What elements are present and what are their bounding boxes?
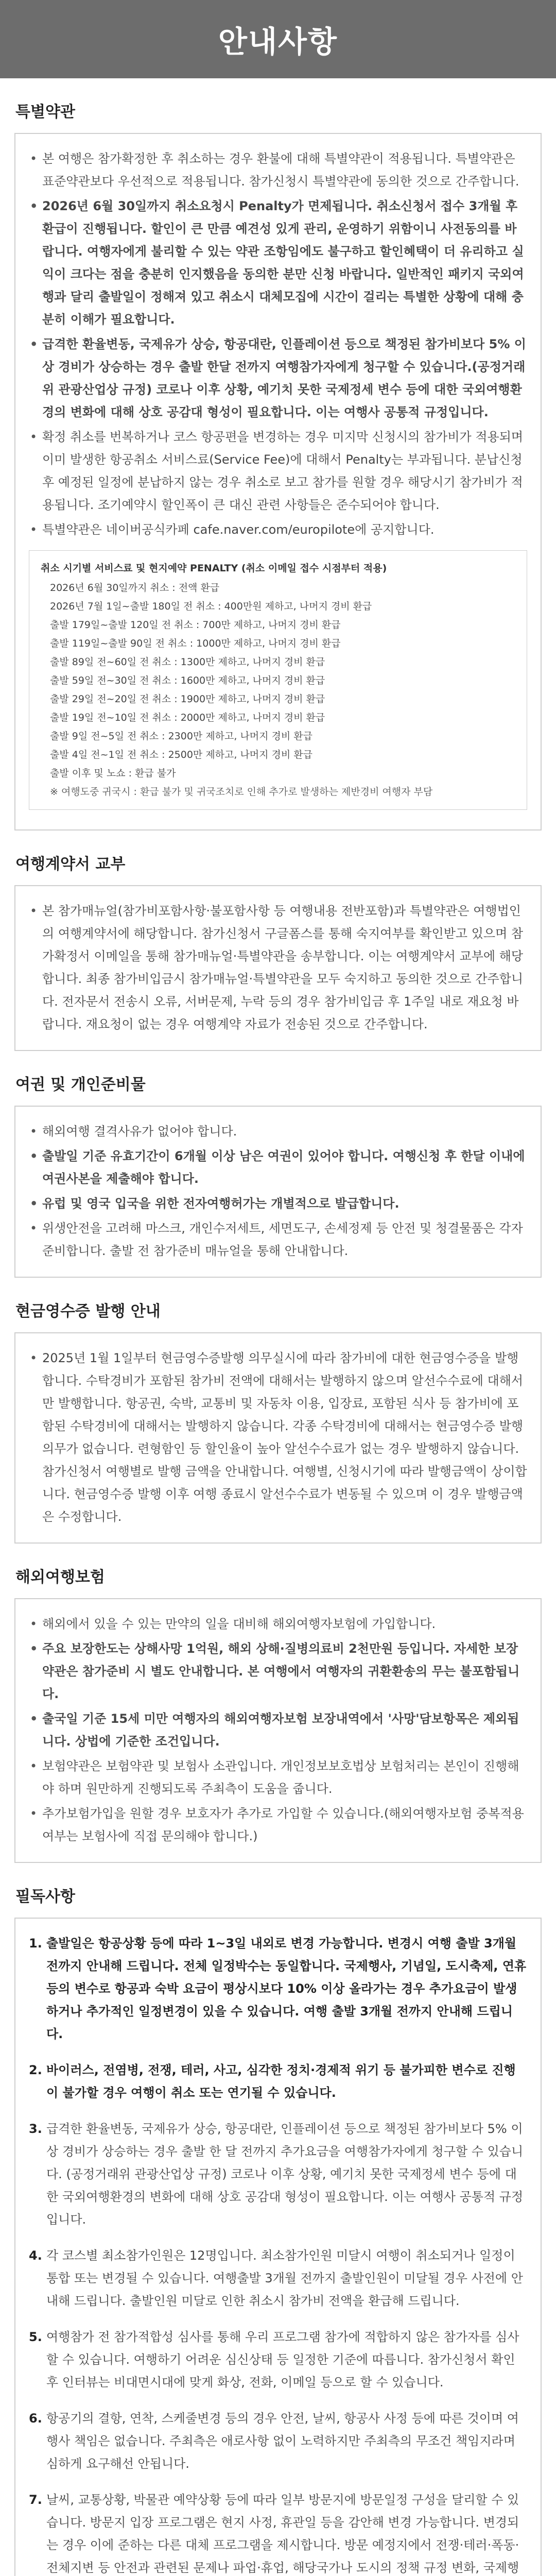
penalty-row: 출발 4일 전~1일 전 취소 : 2500만 제하고, 나머지 경비 환급: [50, 749, 313, 760]
numbered-item: [29, 2488, 527, 2576]
numbered-item: [29, 2244, 527, 2312]
section-contract: [0, 831, 556, 1051]
list-item: • 추가보험가입을 원할 경우 보호자가 추가로 가입할 수 있습니다.(해외여행자보험 중복적용 여부는 보험사에 직접 문의해야 합니다.): [29, 1802, 527, 1848]
item-text: 바이러스, 전염병, 전쟁, 테러, 사고, 심각한 정치·경제적 위기 등 불가피한 변수로 진행이 불가할 경우 여행이 취소 또는 연기될 수 있습니다.: [46, 2063, 516, 2100]
item-text: 날씨, 교통상황, 박물관 예약상황 등에 따라 일부 방문지에 방문일정 구성을 달리할 수 있습니다. 방문지 입장 프로그램은 현지 사정, 휴관일 등을 감안해 변경 가능합니다. 변경되는 경우 이에 준하는 다른 대체 프로그램을 제시합니다. 방문 예정지에서 전쟁·테러·폭동·전체지변 등 안전과 관련된 문제나 파업·휴업, 해당국가나 도시의 정책 규정 변화, 국제행: [46, 2493, 519, 2575]
penalty-row: 출발 이후 및 노쇼 : 환급 불가: [50, 768, 176, 779]
penalty-row: 출발 179일~출발 120일 전 취소 : 700만 제하고, 나머지 경비 환급: [50, 619, 341, 631]
must-read-box: [14, 1918, 542, 2576]
list-item: • 해외에서 있을 수 있는 만약의 일을 대비해 해외여행자보험에 가입합니다.: [29, 1613, 527, 1635]
section-must-read: [0, 1863, 556, 2576]
list-item: • 보험약관은 보험약관 및 보험사 소관입니다. 개인정보보호법상 보험처리는 본인이 진행해야 하며 원만하게 진행되도록 주최측이 도움을 줍니다.: [29, 1755, 527, 1800]
list-item: • 본 참가매뉴얼(참가비포함사항·불포함사항 등 여행내용 전반포함)과 특별약관은 여행법인의 여행계약서에 해당합니다. 참가신청서 구글폼스를 통해 숙지여부를 확인받고 있으며 참가확정서 이메일을 통해 참가매뉴얼·특별약관을 송부합니다. 이는 여행계약서 교부에 해당합니다. 최종 참가비입금시 참가매뉴얼·특별약관을 모두 숙지하고 동의한 것으로 간주합니다. 전자문서 전송시 오류, 서버문제, 누락 등의 경우 참가비입금 후 1주일 내로 재요청 바랍니다. 재요청이 없는 경우 여행계약 자료가 전송된 것으로 간주합니다.: [29, 900, 527, 1036]
list-item: • 급격한 환율변동, 국제유가 상승, 항공대란, 인플레이션 등으로 책정된 참가비보다 5% 이상 경비가 상승하는 경우 출발 한달 전까지 여행참가자에게 청구할 수 있습니다.(공정거래위 관광산업상 규정) 코로나 이후 상황, 예기치 못한 국제정세 변수 등에 대한 국외여행환경의 변화에 대해 상호 공감대 형성이 필요합니다. 이는 여행사 공통적 규정입니다.: [29, 333, 527, 423]
item-text: 급격한 환율변동, 국제유가 상승, 항공대란, 인플레이션 등으로 책정된 참가비보다 5% 이상 경비가 상승하는 경우 출발 한 달 전까지 추가요금을 여행참가자에게 청구할 수 있습니다. (공정거래위 관광산업상 규정) 코로나 이후 상황, 예기치 못한 국제정세 변수 등에 대한 국외여행환경의 변화에 대해 상호 공감대 형성이 필요합니다. 이는 여행사 공통적 규정입니다.: [46, 2122, 524, 2227]
penalty-table-title: 취소 시기별 서비스료 및 현지예약 PENALTY (취소 이메일 접수 시점부터 적용): [41, 563, 387, 574]
special-terms-box: [14, 133, 542, 831]
item-text: 항공기의 결항, 연착, 스케줄변경 등의 경우 안전, 날씨, 항공사 사정 등에 따른 것이며 여행사 책임은 없습니다. 주최측은 애로사항 없이 노력하지만 주최측의 무조건 책임지라며 심하게 요구해선 안됩니다.: [46, 2411, 519, 2471]
list-item: • 출국일 기준 15세 미만 여행자의 해외여행자보험 보장내역에서 '사망'담보항목은 제외됩니다. 상법에 기준한 조건입니다.: [29, 1707, 527, 1753]
title-bar: [0, 0, 556, 78]
item-number: 2.: [29, 2063, 42, 2077]
numbered-item: [29, 2117, 527, 2231]
penalty-row: 출발 19일 전~10일 전 취소 : 2000만 제하고, 나머지 경비 환급: [50, 712, 325, 723]
penalty-row: 출발 89일 전~60일 전 취소 : 1300만 제하고, 나머지 경비 환급: [50, 656, 325, 668]
item-number: 4.: [29, 2248, 42, 2263]
special-terms-list: [29, 147, 527, 541]
list-item: • 2025년 1월 1일부터 현금영수증발행 의무실시에 따라 참가비에 대한 현금영수증을 발행합니다. 수탁경비가 포함된 참가비 전액에 대해서는 발행하지 않으며 알선수수료에 대해서만 발행합니다. 항공권, 숙박, 교통비 및 자동차 이용, 입장료, 포함된 식사 등 참가비에 포함된 수탁경비에 대해서는 발행하지 않습니다. 각종 수탁경비에 대해서는 현금영수증 발행 의무가 없습니다. 련형함인 등 할인율이 높아 알선수수료가 없는 경우 발행하지 않습니다. 참가신청서 여행별로 발행 금액을 안내합니다. 여행별, 신청시기에 따라 발행금액이 상이합니다. 현금영수증 발행 이후 여행 종료시 알선수수료가 변동될 수 있으며 이 경우 발행금액은 수정합니다.: [29, 1347, 527, 1528]
numbered-item: [29, 2407, 527, 2475]
must-read-list: [29, 1932, 527, 2576]
section-heading: 특별약관: [15, 103, 75, 121]
receipt-box: [14, 1332, 542, 1544]
contract-box: [14, 885, 542, 1051]
section-heading: 필독사항: [15, 1888, 75, 1906]
section-heading: 여행계약서 교부: [15, 855, 126, 873]
item-text: 각 코스별 최소참가인원은 12명입니다. 최소참가인원 미달시 여행이 취소되거나 일정이 통합 또는 변경될 수 있습니다. 여행출발 3개월 전까지 출발인원이 미달될 경우 사전에 안내해 드립니다. 출발인원 미달로 인한 취소시 참가비 전액을 환급해 드립니다.: [46, 2248, 523, 2308]
receipt-list: [29, 1347, 527, 1528]
item-number: 1.: [29, 1936, 42, 1951]
item-number: 5.: [29, 2330, 42, 2344]
item-number: 7.: [29, 2493, 42, 2507]
penalty-row: 2026년 7월 1일~출발 180일 전 취소 : 400만원 제하고, 나머지 경비 환급: [50, 601, 372, 612]
section-heading: 현금영수증 발행 안내: [15, 1302, 161, 1320]
penalty-row: 2026년 6월 30일까지 취소 : 전액 환급: [50, 582, 220, 594]
section-special-terms: [0, 78, 556, 831]
passport-box: [14, 1106, 542, 1278]
list-item: • 해외여행 결격사유가 없어야 합니다.: [29, 1120, 527, 1143]
list-item: • 2026년 6월 30일까지 취소요청시 Penalty가 면제됩니다. 취소신청서 접수 3개월 후 환급이 진행됩니다. 할인이 큰 만큼 예견성 있게 관리, 운영하기 위함이니 사전동의를 바랍니다. 여행자에게 불리할 수 있는 약관 조항임에도 불구하고 할인혜택이 더 유리하고 실익이 크다는 점을 충분히 인지했음을 동의한 분만 신청 바랍니다. 일반적인 패키지 국외여행과 달리 출발일이 정해져 있고 취소시 대체모집에 시간이 걸리는 특별한 상황에 대해 충분히 이해가 필요합니다.: [29, 195, 527, 331]
penalty-table: [29, 550, 527, 810]
item-text: 여행참가 전 참가적합성 심사를 통해 우리 프로그램 참가에 적합하지 않은 참가자를 심사할 수 있습니다. 여행하기 어려운 심신상태 등 일정한 기준에 따릅니다. 참가신청서 확인 후 인터뷰는 비대면시대에 맞게 화상, 전화, 이메일 등으로 할 수 있습니다.: [46, 2330, 519, 2389]
list-item: • 본 여행은 참가확정한 후 취소하는 경우 환불에 대해 특별약관이 적용됩니다. 특별약관은 표준약관보다 우선적으로 적용됩니다. 참가신청시 특별약관에 동의한 것으로 간주합니다.: [29, 147, 527, 193]
numbered-item: [29, 1932, 527, 2045]
list-item: • 출발일 기준 유효기간이 6개월 이상 남은 여권이 있어야 합니다. 여행신청 후 한달 이내에 여권사본을 제출해야 합니다.: [29, 1145, 527, 1190]
insurance-list: [29, 1613, 527, 1848]
penalty-row: 출발 9일 전~5일 전 취소 : 2300만 제하고, 나머지 경비 환급: [50, 731, 313, 742]
section-receipt: [0, 1278, 556, 1544]
list-item: • 유럽 및 영국 입국을 위한 전자여행허가는 개별적으로 발급합니다.: [29, 1192, 527, 1215]
contract-list: [29, 900, 527, 1036]
section-heading: 여권 및 개인준비물: [15, 1076, 146, 1094]
page-title: 안내사항: [218, 24, 338, 59]
item-number: 3.: [29, 2122, 42, 2136]
penalty-note: ※ 여행도중 귀국시 : 환급 불가 및 귀국조치로 인해 추가로 발생하는 제반경비 여행자 부담: [50, 786, 433, 798]
section-heading: 해외여행보험: [15, 1568, 105, 1586]
list-item: • 위생안전을 고려해 마스크, 개인수저세트, 세면도구, 손세정제 등 안전 및 청결물품은 각자 준비합니다. 출발 전 참가준비 매뉴얼을 통해 안내합니다.: [29, 1217, 527, 1262]
item-number: 6.: [29, 2411, 42, 2426]
list-item: • 특별약관은 네이버공식카페 cafe.naver.com/europilote에 공지합니다.: [29, 518, 527, 541]
penalty-row: 출발 29일 전~20일 전 취소 : 1900만 제하고, 나머지 경비 환급: [50, 693, 325, 705]
section-passport: [0, 1051, 556, 1278]
item-text: 출발일은 항공상황 등에 따라 1~3일 내외로 변경 가능합니다. 변경시 여행 출발 3개월 전까지 안내해 드립니다. 전체 일정박수는 동일합니다. 국제행사, 기념일, 도시축제, 연휴 등의 변수로 항공과 숙박 요금이 평상시보다 10% 이상 올라가는 경우 추가요금이 발생하거나 추가적인 일정변경이 있을 수 있습니다. 여행 출발 3개월 전까지 안내해 드립니다.: [46, 1936, 527, 2041]
passport-list: [29, 1120, 527, 1262]
list-item: • 확정 취소를 번복하거나 코스 항공편을 변경하는 경우 미지막 신청시의 참가비가 적용되며 이미 발생한 항공취소 서비스료(Service Fee)에 대해서 Penalty는 부과됩니다. 분납신청 후 예정된 일정에 분납하지 않는 경우 취소로 보고 참가를 원할 경우 해당시기 참가비가 적용됩니다. 조기예약시 할인폭이 큰 대신 관련 사항들은 준수되어야 합니다.: [29, 426, 527, 516]
penalty-row: 출발 119일~출발 90일 전 취소 : 1000만 제하고, 나머지 경비 환급: [50, 638, 341, 649]
numbered-item: [29, 2326, 527, 2394]
insurance-box: [14, 1598, 542, 1863]
list-item: • 주요 보장한도는 상해사망 1억원, 해외 상해·질병의료비 2천만원 등입니다. 자세한 보장약관은 참가준비 시 별도 안내합니다. 본 여행에서 여행자의 귀환환송의 무는 불포함됩니다.: [29, 1637, 527, 1705]
numbered-item: [29, 2059, 527, 2104]
section-insurance: [0, 1544, 556, 1863]
penalty-row: 출발 59일 전~30일 전 취소 : 1600만 제하고, 나머지 경비 환급: [50, 675, 325, 686]
